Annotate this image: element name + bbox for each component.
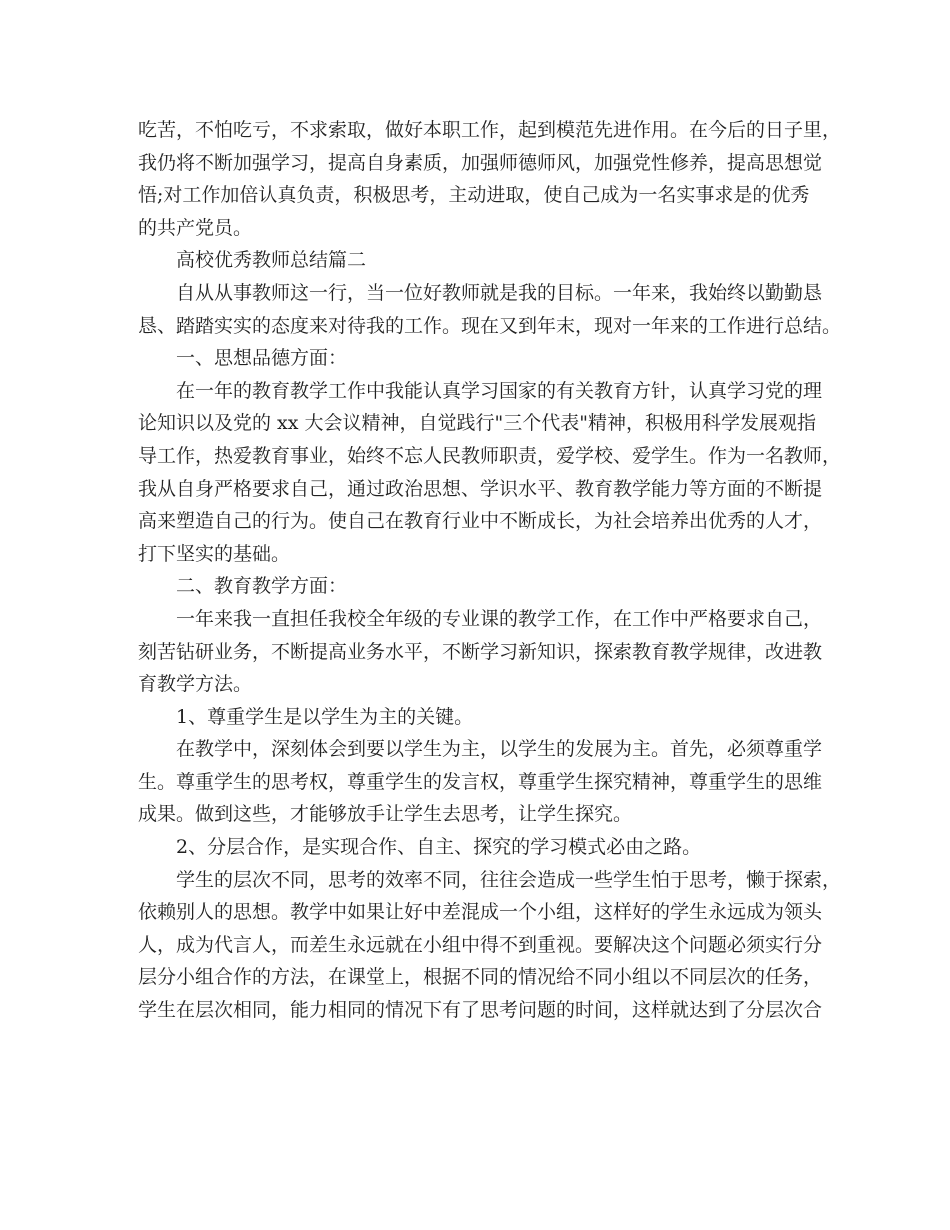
text-line: 育教学方法。	[138, 673, 253, 696]
text-line: 依赖别人的思想。教学中如果让好中差混成一个小组，这样好的学生永远成为领头	[138, 901, 823, 924]
text-line: 高来塑造自己的行为。使自己在教育行业中不断成长，为社会培养出优秀的人才，	[138, 510, 823, 533]
text-line: 刻苦钻研业务，不断提高业务水平，不断学习新知识，探索教育教学规律，改进教	[138, 640, 823, 663]
text-line: 在教学中，深刻体会到要以学生为主，以学生的发展为主。首先，必须尊重学	[176, 738, 823, 761]
text-line: 人，成为代言人，而差生永远就在小组中得不到重视。要解决这个问题必须实行分	[138, 933, 823, 956]
document-body	[138, 114, 842, 1027]
text-line: 高校优秀教师总结篇二	[176, 249, 367, 272]
text-line: 学生在层次相同，能力相同的情况下有了思考问题的时间，这样就达到了分层次合	[138, 999, 823, 1022]
text-line: 打下坚实的基础。	[138, 542, 291, 565]
text-line: 生。尊重学生的思考权，尊重学生的发言权，尊重学生探究精神，尊重学生的思维	[138, 770, 823, 793]
text-line: 自从从事教师这一行，当一位好教师就是我的目标。一年来，我始终以勤勤恳	[176, 281, 823, 304]
text-line: 导工作，热爱教育事业，始终不忘人民教师职责，爱学校、爱学生。作为一名教师，	[138, 444, 842, 467]
text-line: 悟;对工作加倍认真负责，积极思考，主动进取，使自己成为一名实事求是的优秀	[138, 184, 810, 207]
text-line: 在一年的教育教学工作中我能认真学习国家的有关教育方针，认真学习党的理	[176, 379, 823, 402]
text-line: 论知识以及党的 xx 大会议精神，自觉践行"三个代表"精神，积极用科学发展观指	[138, 412, 816, 435]
text-line: 的共产党员。	[138, 216, 253, 239]
text-line: 层分小组合作的方法，在课堂上，根据不同的情况给不同小组以不同层次的任务，	[138, 966, 823, 989]
text-line: 学生的层次不同，思考的效率不同，往往会造成一些学生怕于思考，懒于探索，	[176, 868, 842, 891]
text-line: 吃苦，不怕吃亏，不求索取，做好本职工作，起到模范先进作用。在今后的日子里，	[138, 119, 842, 141]
text-line: 我仍将不断加强学习，提高自身素质，加强师德师风，加强党性修养，提高思想觉	[138, 151, 823, 174]
text-line: 1、尊重学生是以学生为主的关键。	[176, 705, 474, 728]
text-line: 我从自身严格要求自己，通过政治思想、学识水平、教育教学能力等方面的不断提	[138, 477, 823, 500]
text-line: 2、分层合作，是实现合作、自主、探究的学习模式必由之路。	[176, 836, 702, 859]
text-line: 二、教育教学方面：	[176, 575, 348, 598]
text-line: 成果。做到这些，才能够放手让学生去思考，让学生探究。	[138, 803, 633, 826]
text-line: 一年来我一直担任我校全年级的专业课的教学工作，在工作中严格要求自己，	[176, 607, 823, 630]
text-line: 恳、踏踏实实的态度来对待我的工作。现在又到年末，现对一年来的工作进行总结。	[138, 314, 842, 337]
text-line: 一、思想品德方面：	[176, 347, 348, 370]
